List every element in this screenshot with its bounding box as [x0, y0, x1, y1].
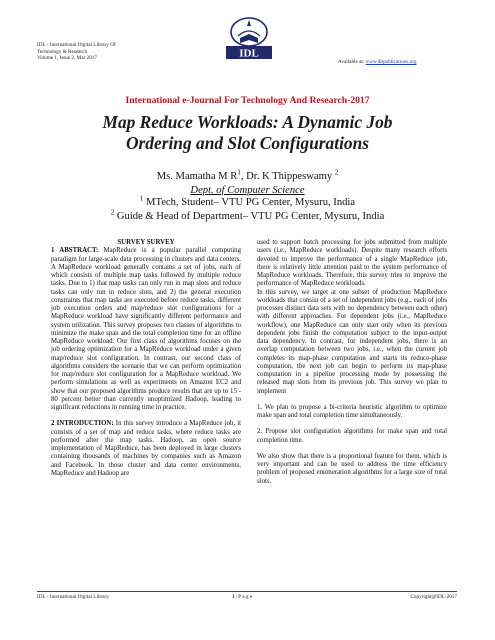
idl-logo — [220, 14, 278, 66]
page-number — [232, 594, 252, 600]
author-line — [0, 170, 495, 183]
footer-library: IDL - International Digital Library — [37, 594, 109, 600]
plan-item-2: 2. Propose slot configuration algorithms for make span and total completion time. — [257, 428, 447, 444]
header-publication-info — [37, 42, 197, 62]
logo-text: IDL — [239, 47, 259, 60]
footer-divider — [37, 591, 457, 592]
affiliation-1 — [0, 196, 495, 209]
body-paragraph-1: used to support batch processing for jobs submitted from multiple users (i.e., MapReduce workloads). Despite many research efforts devoted to improve the performance of a single MapReduce job, there is relatively little attention paid to the system performance of MapReduce workloads. Therefore, this survey tries to improve the performance of MapReduce workloads. — [257, 239, 447, 288]
introduction-label: 2 INTRODUCTION: — [51, 420, 114, 428]
body-paragraph-2: In this survey, we target at one subset of production MapReduce workloads that consist of a set of independent jobs (e.g., each of jobs processes distinct data sets with no dependency between each other) with different approaches. For dependent jobs (i.e., MapReduce workflow), one MapReduce can only start only when its previous dependent jobs finish the computation subject to the input-output data dependency. In contrast, for independent jobs, there is an overlap computation between two jobs, i.e., when the current job completes its map-phase computation and starts its reduce-phase computation, the next job can begin to perform its map-phase computation in a pipeline processing mode by possessing the released map slots from its previous job. This survey we plan to implement — [257, 288, 447, 395]
footer — [37, 594, 457, 606]
affiliation-2 — [0, 210, 495, 223]
header-line-1: IDL - International Digital Library Of — [37, 42, 116, 48]
author-separator: , Dr. K Thippeswamy — [240, 171, 335, 182]
title-line-1: Map Reduce Workloads: A Dynamic Job — [102, 112, 393, 132]
page-label: | P a g e — [234, 594, 253, 600]
abstract-label: 1 ABSTRACT: — [51, 247, 99, 255]
affiliation-1-text: MTech, Student– VTU PG Center, Mysuru, India — [143, 197, 356, 208]
affiliation-2-sup: 2 — [110, 208, 115, 217]
left-column — [51, 239, 241, 478]
paper-title — [40, 112, 455, 154]
author-1: Ms. Mamatha M R — [156, 171, 238, 182]
survey-heading: SURVEY SURVEY — [117, 239, 175, 246]
affiliation-2-text: Guide & Head of Department– VTU PG Center, Mysuru, India — [114, 211, 385, 222]
page-number-value: 1 — [232, 594, 235, 600]
right-column — [257, 239, 447, 486]
author-2-sup: 2 — [334, 168, 339, 177]
introduction-paragraph — [51, 420, 241, 478]
author-1-sup: 1 — [237, 168, 241, 177]
abstract-paragraph — [51, 247, 241, 412]
availability-label: Available at: — [338, 59, 366, 65]
title-line-2: Ordering and Slot Configurations — [125, 133, 370, 153]
affiliation-1-sup: 1 — [139, 194, 144, 203]
abstract-text: MapReduce is a popular parallel computing paradigm for large-scale data processing in clusters and data centers. A MapReduce workload generally contains a set of jobs, each of which consists of multiple map tasks followed by multiple reduce tasks. Due to 1) that map tasks can only run in map slots and reduce tasks can only run in reduce slots, and 2) the general execution constraints that map tasks are executed before reduce tasks, different job execution orders and map/reduce slot configurations for a MapReduce workload have significantly different performance and system utilization. This survey proposes two classes of algorithms to minimize the make span and the total completion time for an offline MapReduce workload. Our first class of algorithms focuses on the job ordering optimization for a MapReduce workload under a given map/reduce slot configuration. In contrast, our second class of algorithms considers the scenario that we can perform optimization for map/reduce slot configuration for a MapReduce workload. We perform simulations as well as experiments on Amazon EC2 and show that our proposed algorithms produce results that are up to 15 - 80 percent better than currently unoptimized Hadoop, leading to significant reductions in running time in practice. — [51, 247, 241, 411]
department: Dept. of Computer Science — [190, 185, 305, 196]
journal-name: International e-Journal For Technology And Research-2017 — [125, 95, 370, 106]
footer-copyright: Copyright@IDL-2017 — [410, 594, 457, 600]
header-availability — [338, 59, 416, 65]
header-line-3: Volume 1, Issue 2, Mar 2017 — [37, 55, 97, 62]
body-paragraph-5: We also show that there is a proportional feature for them, which is very important and can be used to address the time efficiency problem of proposed enumeration algorithms for a large size of total slots. — [257, 452, 447, 485]
header-line-2: Technology & Research — [37, 48, 88, 55]
plan-item-1: 1. We plan to propose a bi-criteria heuristic algorithm to optimize make span and total completion time simultaneously. — [257, 403, 447, 419]
introduction-text: In this survey introduce a MapReduce job, it consists of a set of map and reduce tasks, where reduce tasks are performed after the map tasks. Hadoop, an open source implementation of MapReduce, has been deployed in large clusters containing thousands of machines by companies such as Amazon and Facebook. In those cluster and data center environments, MapReduce and Hadoop are — [51, 420, 241, 477]
website-link[interactable]: www.dbpublications.org — [365, 59, 417, 65]
